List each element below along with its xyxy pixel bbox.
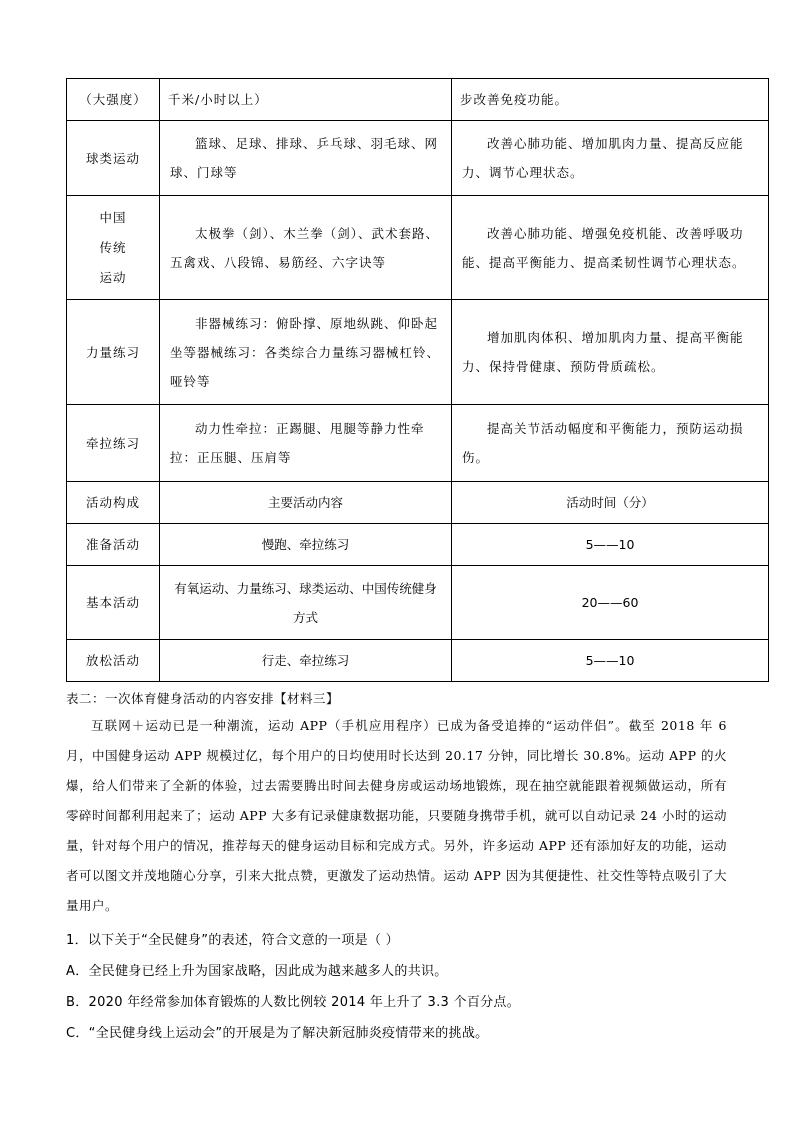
table-row	[67, 196, 769, 300]
table-cell: 步改善免疫功能。	[452, 79, 769, 121]
table-row	[67, 640, 769, 682]
table-cell: 千米/小时以上）	[160, 79, 452, 121]
table-header-row	[67, 482, 769, 524]
table-row	[67, 121, 769, 196]
table-cell: （大强度）	[67, 79, 160, 121]
table-cell: 球类运动	[67, 121, 160, 196]
table-row	[67, 79, 769, 121]
table-caption: 表二：一次体育健身活动的内容安排【材料三】	[66, 691, 340, 706]
table-cell: 20——60	[452, 566, 769, 640]
table-cell	[67, 196, 160, 300]
table-cell: 非器械练习：俯卧撑、原地纵跳、仰卧起坐等器械练习：各类综合力量练习器械杠铃、哑铃等	[160, 300, 452, 405]
table-cell: 改善心肺功能、增加肌肉力量、提高反应能力、调节心理状态。	[452, 121, 769, 196]
table-row	[67, 405, 769, 482]
table-cell: 增加肌肉体积、增加肌肉力量、提高平衡能力、保持骨健康、预防骨质疏松。	[452, 300, 769, 405]
table-cell: 改善心肺功能、增强免疫机能、改善呼吸功能、提高平衡能力、提高柔韧性调节心理状态。	[452, 196, 769, 300]
table-cell: 动力性牵拉：正踢腿、甩腿等静力性牵拉：正压腿、压肩等	[160, 405, 452, 482]
material-paragraph: 互联网＋运动已是一种潮流，运动 APP（手机应用程序）已成为备受追捧的“运动伴侣”。截至 2018 年 6 月，中国健身运动 APP 规模过亿，每个用户的日均使用时长达到 20.17 分钟，同比增长 30.8%。运动 APP 的火爆，给人们带来了全新的体验，过去需要腾出时间去健身房或运动场地锻炼，现在抽空就能跟着视频做运动，所有零碎时间都利用起来了；运动 APP 大多有记录健康数据功能，只要随身携带手机，就可以自动记录 24 小时的运动量，针对每个用户的情况，推荐每天的健身运动目标和完成方式。另外，许多运动 APP 还有添加好友的功能，运动者可以图文并茂地随心分享，引来大批点赞，更激发了运动热情。运动 APP 因为其便捷性、社交性等特点吸引了大量用户。	[66, 718, 727, 913]
column-header: 主要活动内容	[160, 482, 452, 524]
table-cell: 5——10	[452, 640, 769, 682]
column-header: 活动构成	[67, 482, 160, 524]
question-stem: 1．以下关于“全民健身”的表述，符合文意的一项是（ ）	[66, 933, 399, 948]
table-cell: 慢跑、牵拉练习	[160, 524, 452, 566]
table-cell: 准备活动	[67, 524, 160, 566]
column-header: 活动时间（分）	[452, 482, 769, 524]
table-row	[67, 524, 769, 566]
table-cell: 力量练习	[67, 300, 160, 405]
table-cell: 牵拉练习	[67, 405, 160, 482]
page-content	[66, 78, 746, 1049]
table-row	[67, 566, 769, 640]
type-label: 中国传统运动	[99, 209, 127, 285]
table-cell: 太极拳（剑）、木兰拳（剑）、武术套路、五禽戏、八段锦、易筋经、六字诀等	[160, 196, 452, 300]
table-cell: 行走、牵拉练习	[160, 640, 452, 682]
question-option-a: A．全民健身已经上升为国家战略，因此成为越来越多人的共识。	[66, 964, 448, 979]
table-cell: 5——10	[452, 524, 769, 566]
exercise-table	[66, 78, 769, 682]
question-option-c: C．“全民健身线上运动会”的开展是为了解决新冠肺炎疫情带来的挑战。	[66, 1026, 489, 1041]
table-cell: 放松活动	[67, 640, 160, 682]
table-cell: 基本活动	[67, 566, 160, 640]
table-row	[67, 300, 769, 405]
table-cell: 提高关节活动幅度和平衡能力，预防运动损伤。	[452, 405, 769, 482]
table-cell: 篮球、足球、排球、乒乓球、羽毛球、网球、门球等	[160, 121, 452, 196]
table-cell: 有氧运动、力量练习、球类运动、中国传统健身方式	[160, 566, 452, 640]
question-option-b: B．2020 年经常参加体育锻炼的人数比例较 2014 年上升了 3.3 个百分点。	[66, 995, 521, 1010]
